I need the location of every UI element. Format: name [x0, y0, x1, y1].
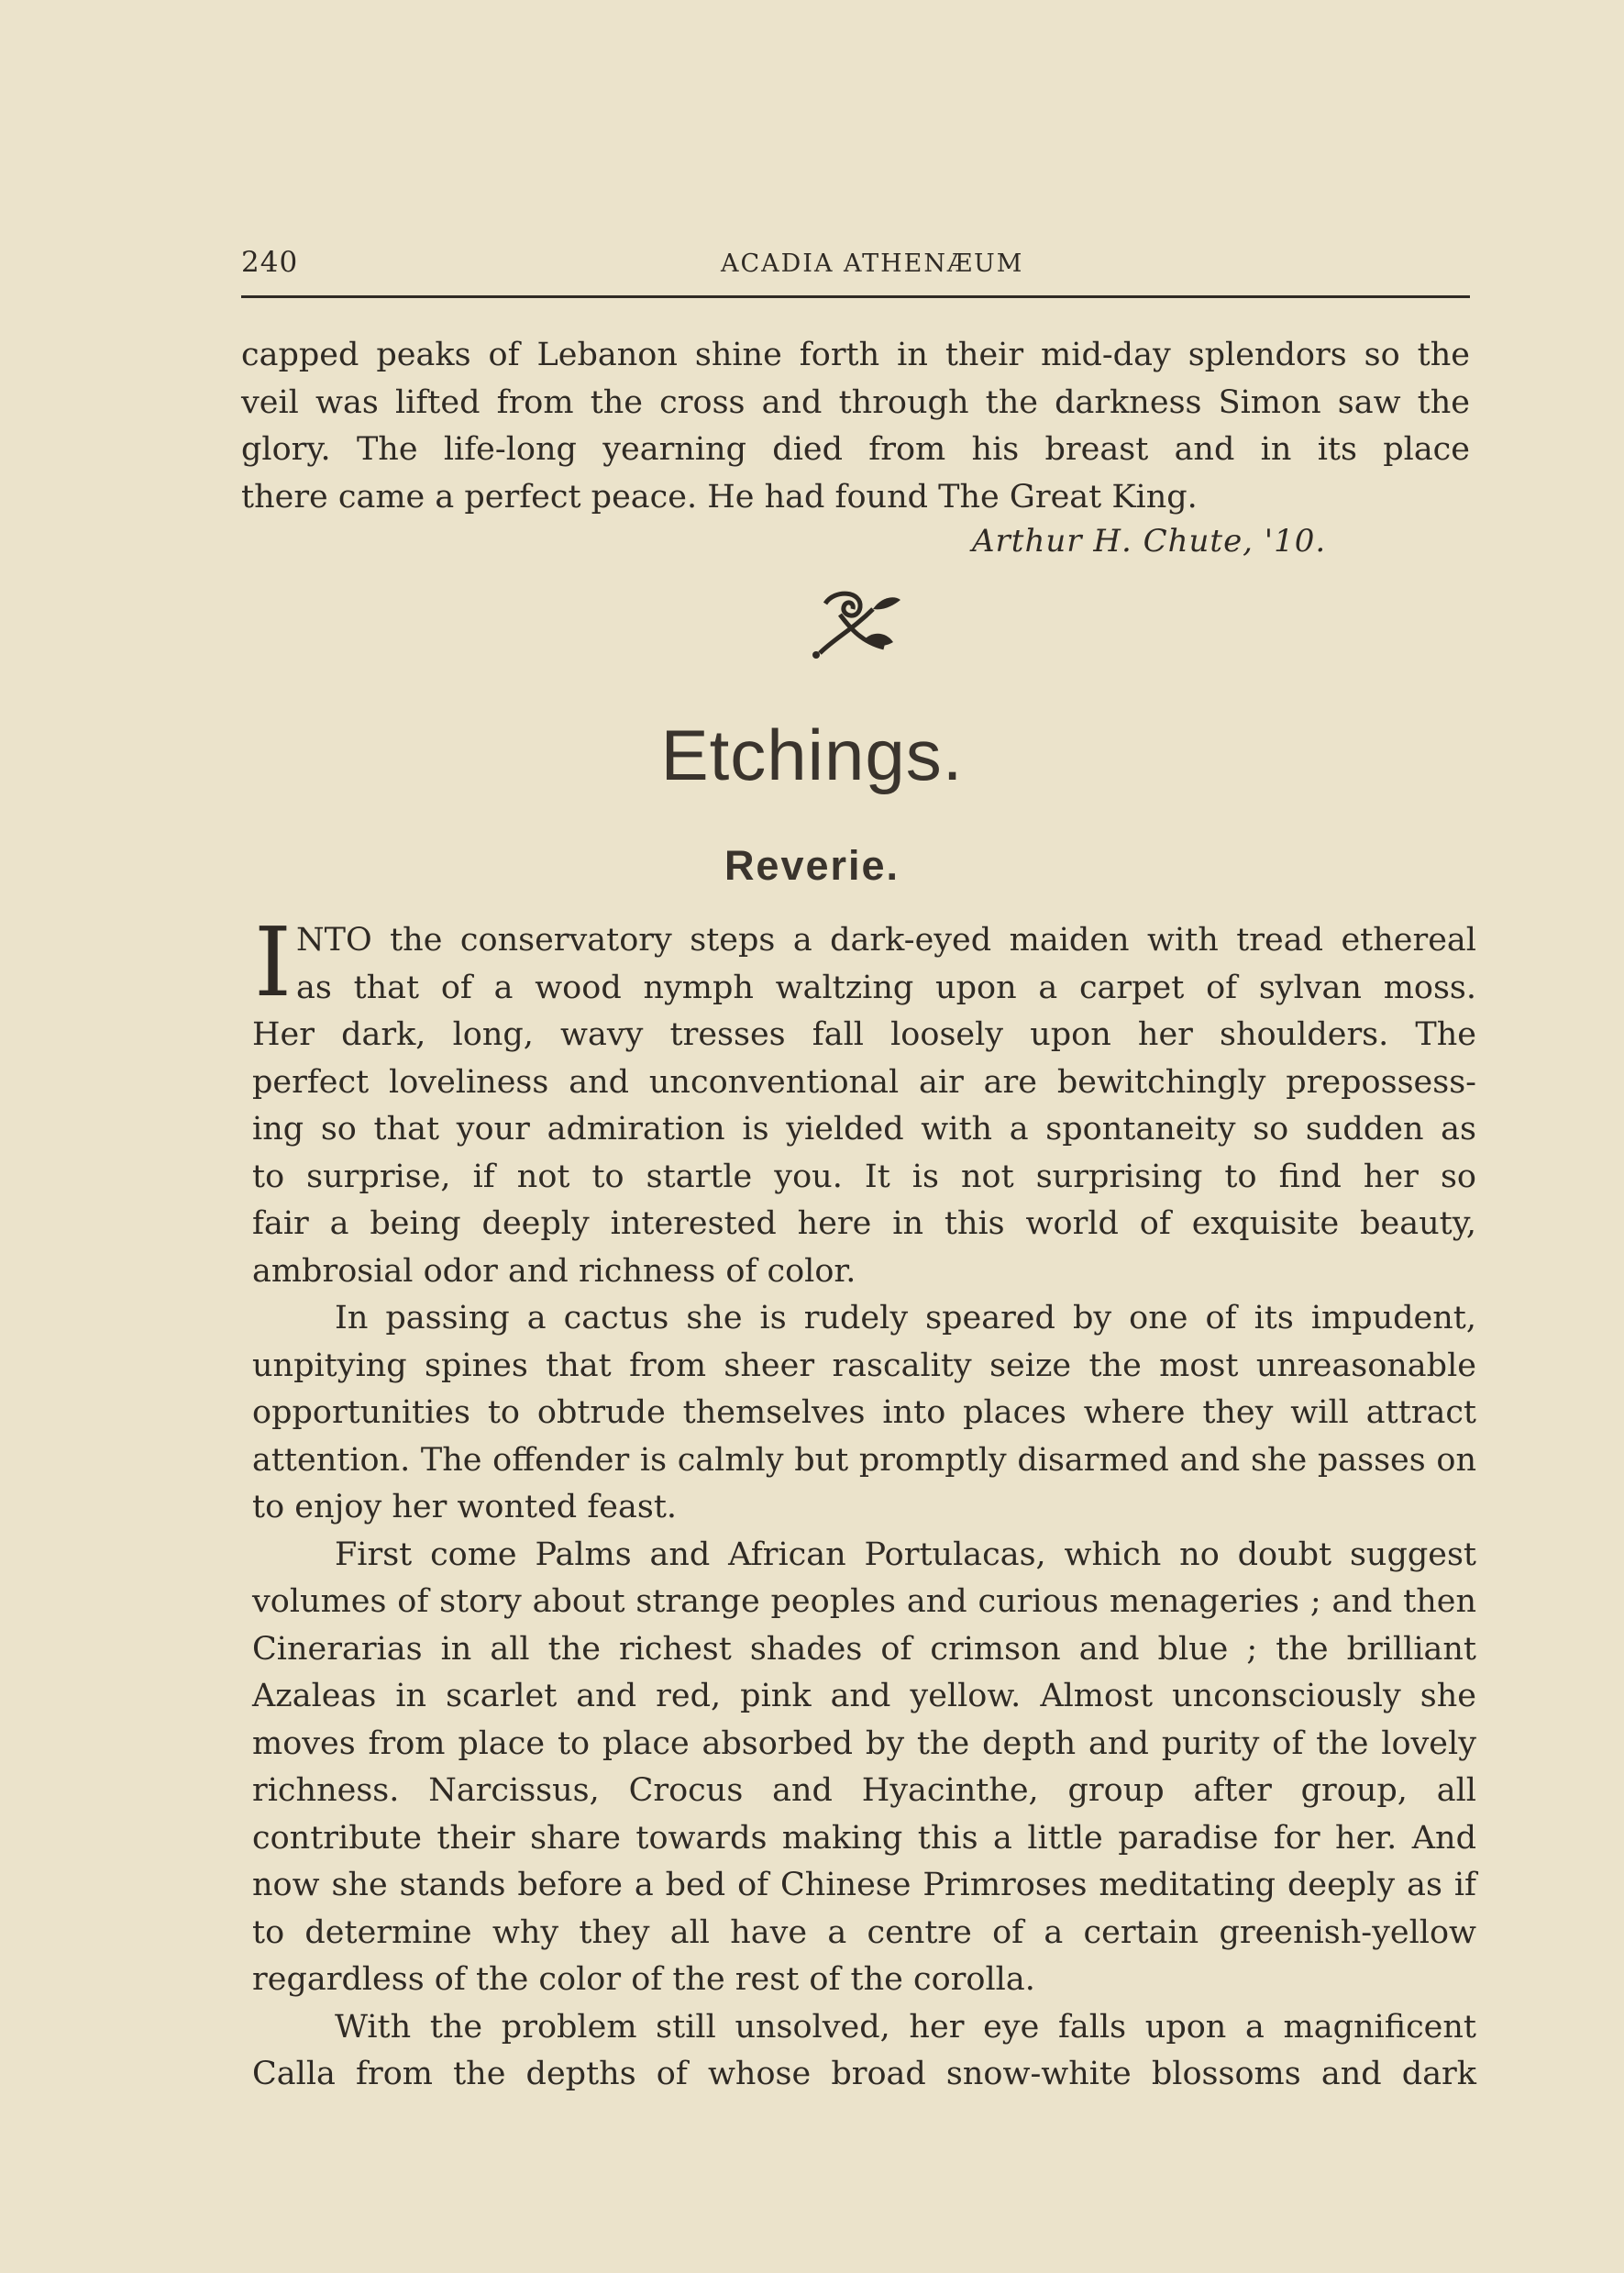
opening-passage	[241, 332, 1470, 521]
opening-line: veil was lifted from the cross and through the darkness Simon saw the	[241, 383, 1470, 421]
article-title: Reverie.	[724, 842, 900, 889]
opening-line: there came a perfect peace. He had found The Great King.	[241, 478, 1198, 516]
drop-cap: I	[254, 906, 293, 1018]
article-paragraph: First come Palms and African Portulacas, which no doubt suggest volumes of story about strange peoples and curious menageries ; and then Cinerarias in all the richest shades of crimson and blue ; the brilliant Azaleas in scarlet and red, pink and yellow. Almost unconsciously she moves from place to place absorbed by the depth and purity of the lovely richness. Narcissus, Crocus and Hyacinthe, group after group, all contribute their share towards making this a little paradise for her. And now she stands before a bed of Chinese Primroses meditating deeply as if to determine why they all have a centre of a certain greenish-yellow regardless of the color of the rest of the corolla.	[252, 1536, 1476, 1998]
running-head: ACADIA ATHENÆUM	[721, 249, 1024, 278]
page-number: 240	[241, 246, 299, 279]
section-title: Etchings.	[660, 715, 964, 795]
paragraph-line: ambrosial odor and richness of color.	[252, 1252, 856, 1290]
opening-line: glory. The life-long yearning died from his breast and in its place	[241, 431, 1470, 468]
opening-line: capped peaks of Lebanon shine forth in their mid-day splendors so the	[241, 337, 1470, 373]
header-rule	[241, 295, 1470, 298]
paragraph-line: as that of a wood nymph waltzing upon a carpet of sylvan moss.	[296, 969, 1476, 1006]
paragraph-line: ing so that your admiration is yielded with a spontaneity so sudden as	[252, 1111, 1476, 1148]
page-header	[241, 237, 1470, 292]
article-paragraph: With the problem still unsolved, her eye falls upon a magnificent Calla from the depths of whose broad snow-white blossoms and dark	[252, 2008, 1476, 2092]
paragraph-line: Her dark, long, wavy tresses fall loosely upon her shoulders. The	[252, 1016, 1476, 1053]
author-byline: Arthur H. Chute, '10.	[972, 523, 1327, 560]
article-paragraph: In passing a cactus she is rudely speared by one of its impudent, unpitying spines that from sheer rascality seize the most unreasonable opportunities to obtrude themselves into places where they will attract attention. The offender is calmly but promptly disarmed and she passes on to enjoy her wonted feast.	[252, 1300, 1476, 1525]
paragraph-line: NTO the conservatory steps a dark-eyed maiden with tread ethereal	[296, 922, 1476, 959]
paragraph-line: to surprise, if not to startle you. It is not surprising to find her so	[252, 1158, 1476, 1195]
article-body	[252, 906, 1476, 2099]
paragraph-line: perfect loveliness and unconventional air are bewitchingly prepossess-	[252, 1063, 1476, 1101]
paragraph-line: fair a being deeply interested here in this world of exquisite beauty,	[252, 1205, 1476, 1242]
floral-ornament-icon	[798, 583, 908, 664]
